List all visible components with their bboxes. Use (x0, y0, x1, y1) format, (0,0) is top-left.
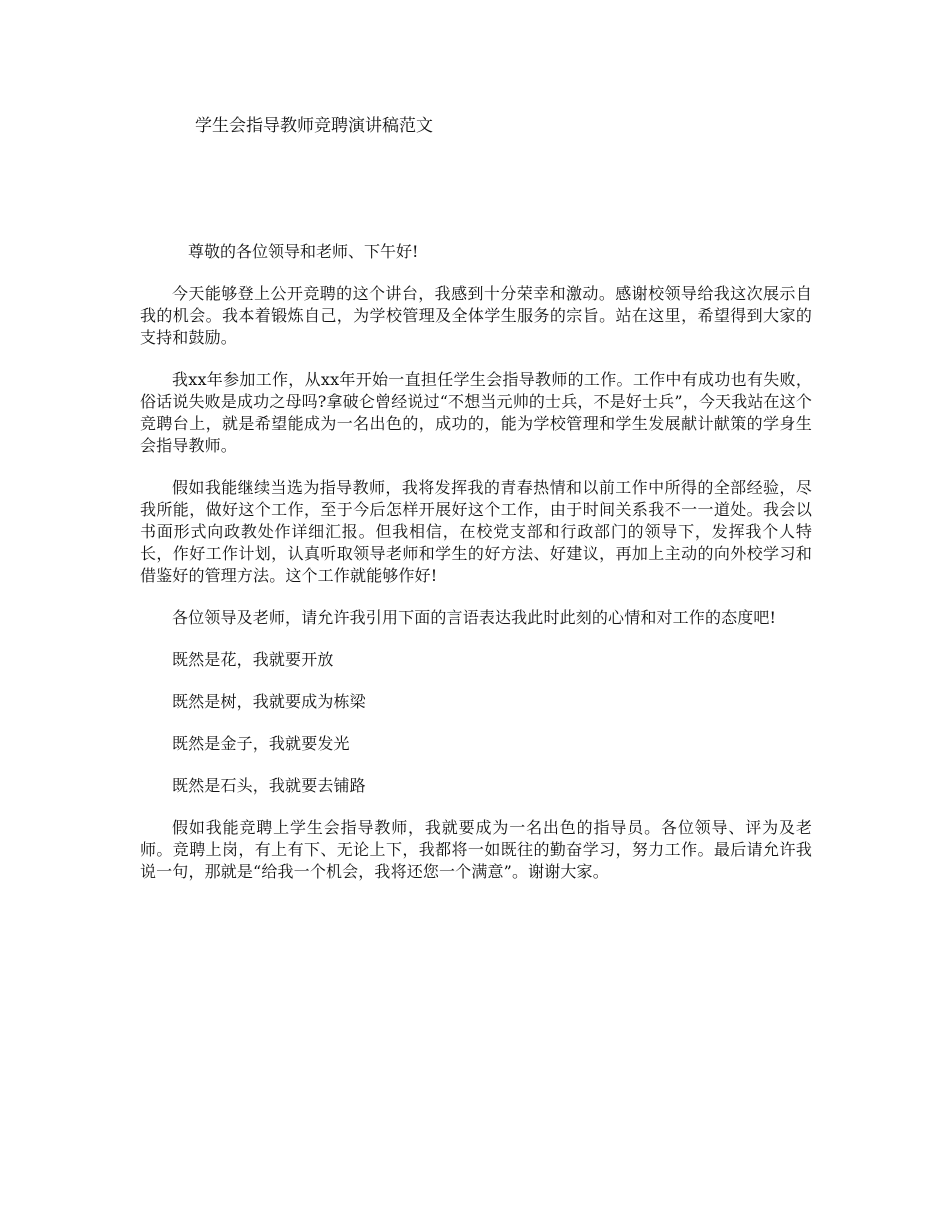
paragraph-opening: 今天能够登上公开竞聘的这个讲台，我感到十分荣幸和激动。感谢校领导给我这次展示自我的机会。我本着锻炼自己，为学校管理及全体学生服务的宗旨。站在这里，希望得到大家的支持和鼓励。 (140, 284, 812, 347)
poem-line-flower: 既然是花，我就要开放 (172, 650, 334, 669)
salutation: 尊敬的各位领导和老师、下午好! (188, 242, 419, 261)
document-body (140, 283, 812, 903)
paragraph-closing: 假如我能竞聘上学生会指导教师，我就要成为一名出色的指导员。各位领导、评为及老师。竞聘上岗，有上有下、无论上下，我都将一如既往的勤奋学习，努力工作。最后请允许我说一句，那就是“给我一个机会，我将还您一个满意”。谢谢大家。 (140, 818, 812, 881)
poem-line-stone: 既然是石头，我就要去铺路 (172, 776, 366, 795)
poem-line-tree: 既然是树，我就要成为栋梁 (172, 692, 366, 711)
paragraph-quote-intro: 各位领导及老师，请允许我引用下面的言语表达我此时此刻的心情和对工作的态度吧! (172, 608, 777, 627)
paragraph-plan: 假如我能继续当选为指导教师，我将发挥我的青春热情和以前工作中所得的全部经验，尽我所能，做好这个工作，至于今后怎样开展好这个工作，由于时间关系我不一一道处。我会以书面形式向政教处作详细汇报。但我相信，在校党支部和行政部门的领导下，发挥我个人特长，作好工作计划，认真听取领导老师和学生的好方法、好建议，再加上主动的向外校学习和借鉴好的管理方法。这个工作就能够作好! (140, 478, 812, 585)
poem-line-gold: 既然是金子，我就要发光 (172, 734, 350, 753)
document-title: 学生会指导教师竞聘演讲稿范文 (195, 116, 433, 136)
paragraph-experience: 我xx年参加工作，从xx年开始一直担任学生会指导教师的工作。工作中有成功也有失败，俗话说失败是成功之母吗?拿破仑曾经说过“不想当元帅的士兵，不是好士兵”，今天我站在这个竞聘台上，就是希望能成为一名出色的，成功的，能为学校管理和学生发展献计献策的学身生会指导教师。 (140, 370, 812, 455)
